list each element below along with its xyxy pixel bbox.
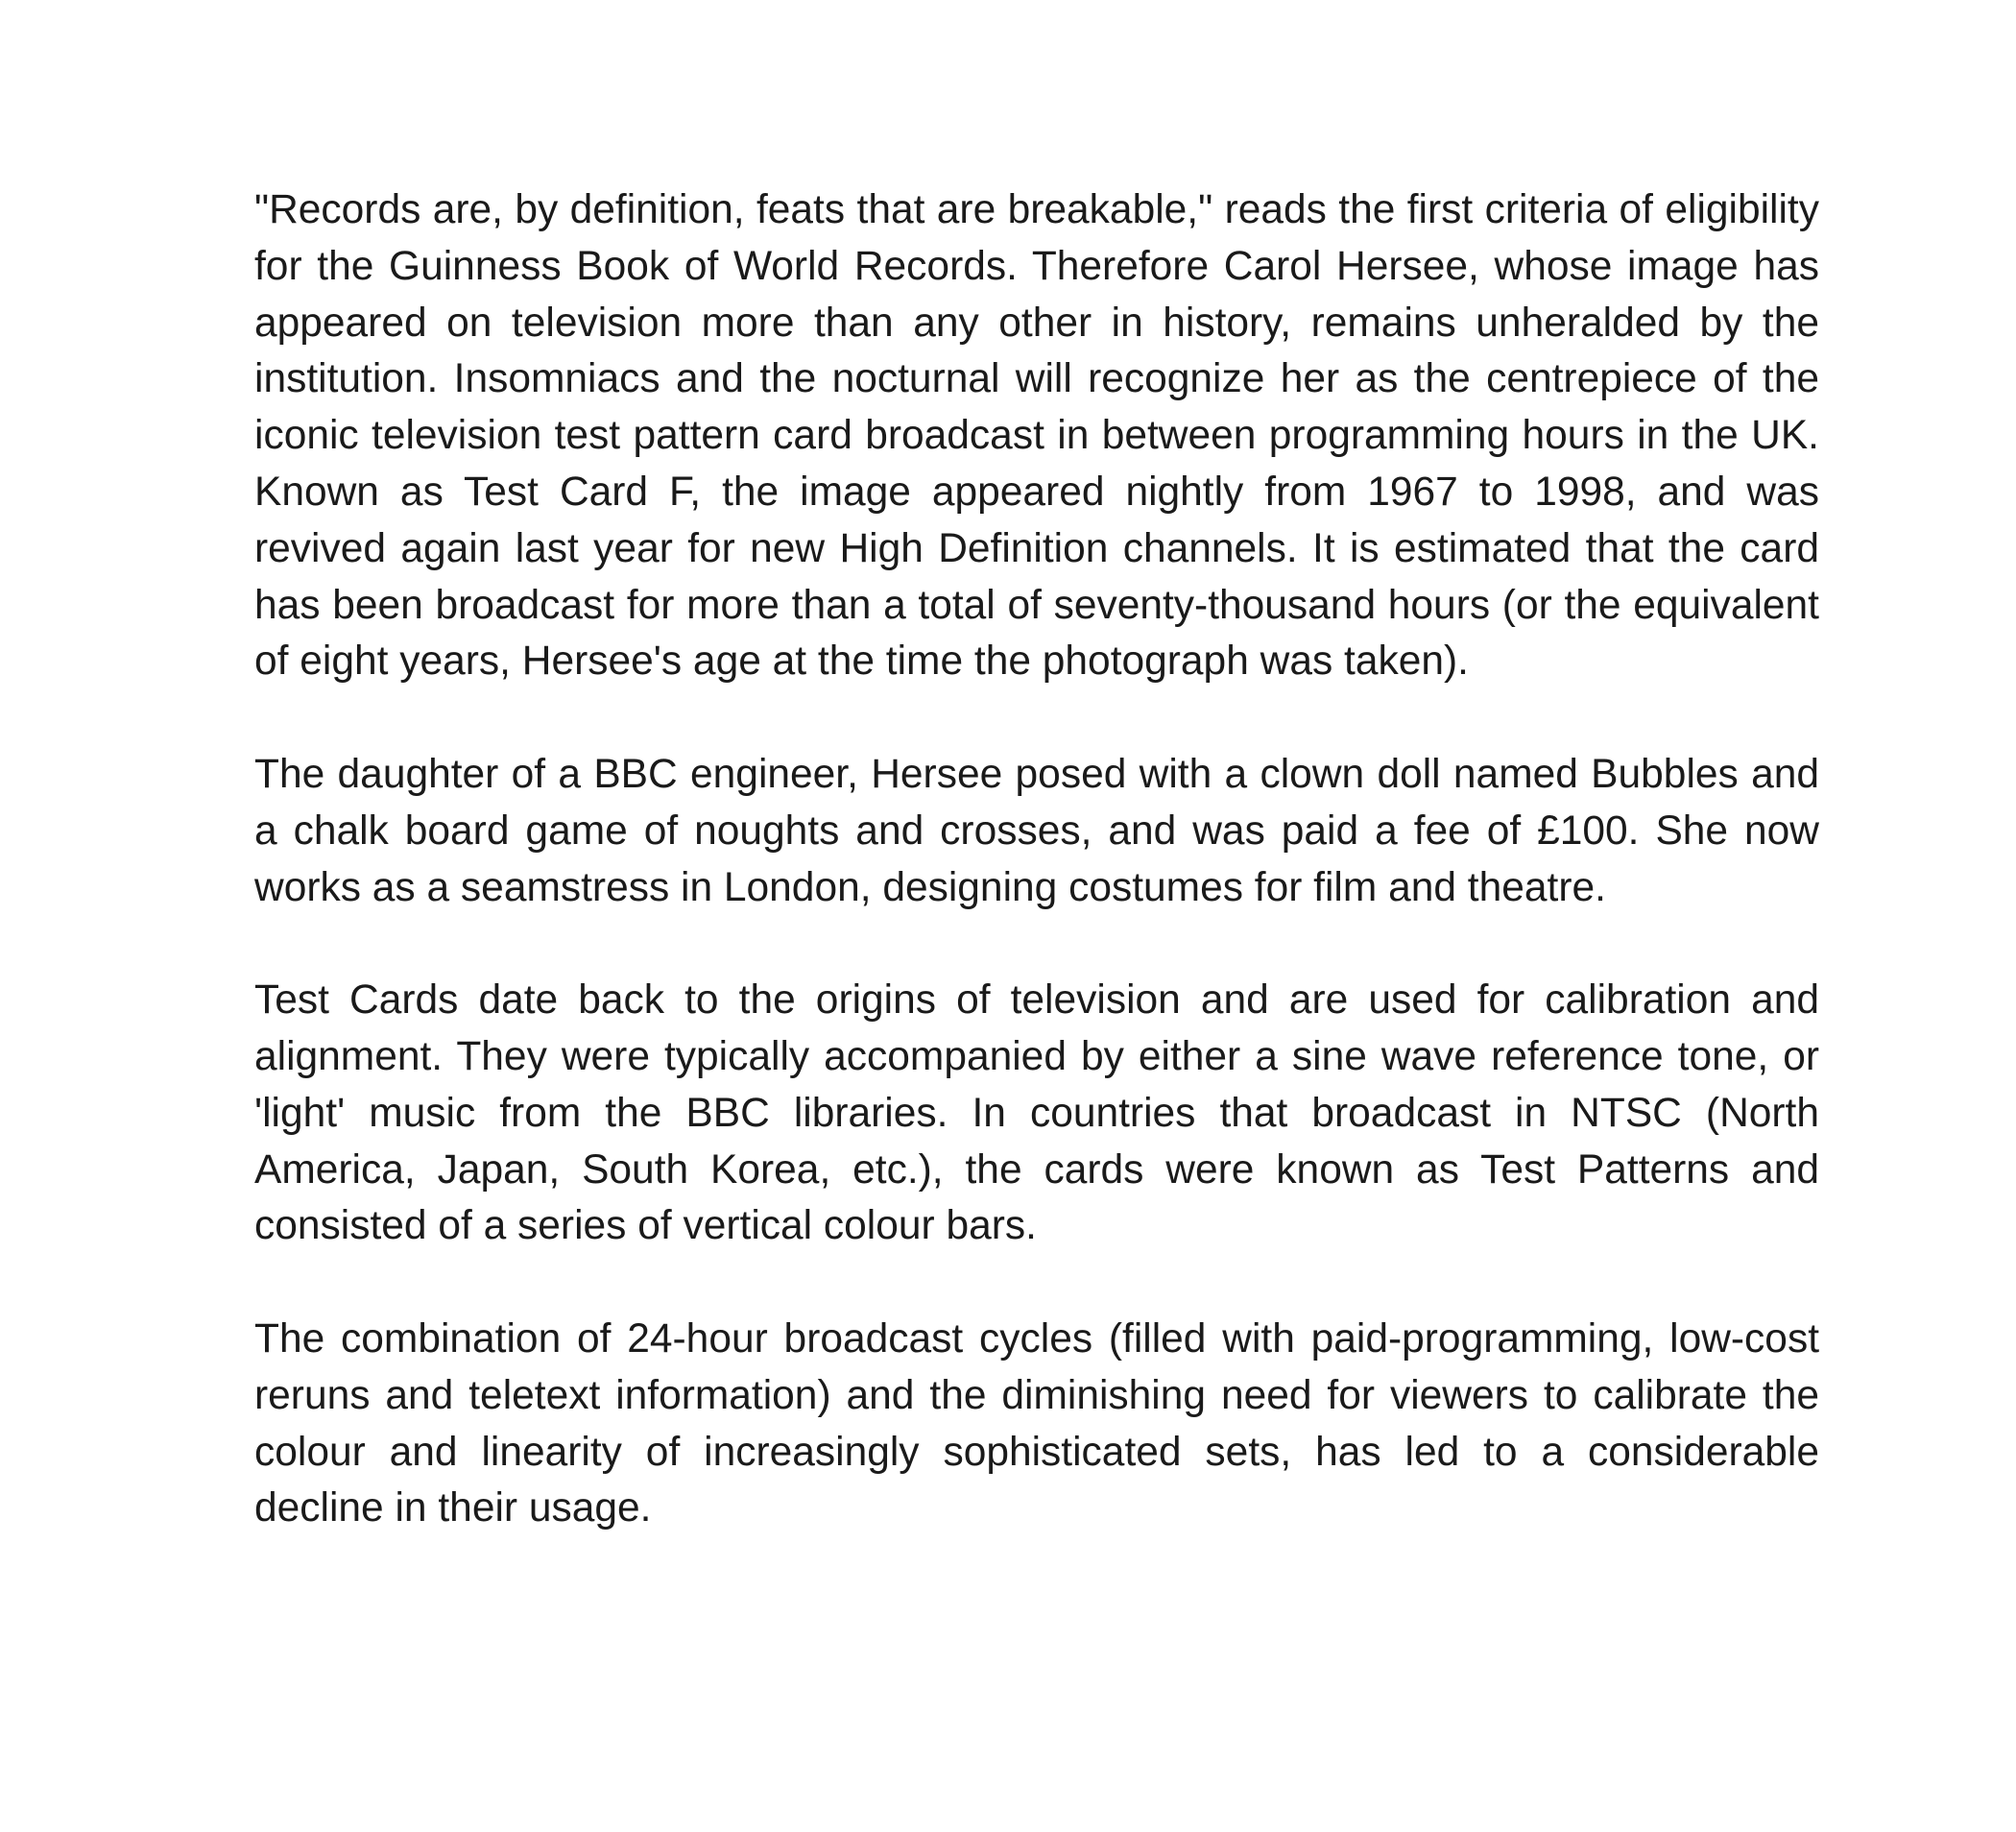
paragraph-test-cards-origins: Test Cards date back to the origins of television and are used for calibration and alignment. They were typically accompanied by either a sine wave reference tone, or 'light' music from the BBC libraries. In countries that broadcast in NTSC (North America, Japan, South Korea, etc.), the cards were known as Test Patterns and consisted of a series of vertical colour bars. (254, 977, 1819, 1249)
paragraph-guinness-records: "Records are, by definition, feats that are breakable," reads the first criteria of eligibility for the Guinness Book of World Records. Therefore Carol Hersee, whose image has appeared on television more than any other in history, remains unheralded by the institution. Insomniacs and the nocturnal will recognize her as the centrepiece of the iconic television test pattern card broadcast in between programming hours in the UK. Known as Test Card F, the image appeared nightly from 1967 to 1998, and was revived again last year for new High Definition channels. It is estimated that the card has been broadcast for more than a total of seventy-thousand hours (or the equivalent of eight years, Hersee's age at the time the photograph was taken). (254, 187, 1819, 685)
paragraph-bbc-engineer-daughter: The daughter of a BBC engineer, Hersee posed with a clown doll named Bubbles and a chalk board game of noughts and crosses, and was paid a fee of £100. She now works as a seamstress in London, designing costumes for film and theatre. (254, 751, 1819, 910)
paragraph-decline-in-usage: The combination of 24-hour broadcast cycles (filled with paid-programming, low-cost reruns and teletext information) and the diminishing need for viewers to calibrate the colour and linearity of increasingly sophisticated sets, has led to a considerable decline in their usage. (254, 1315, 1819, 1531)
article-body (254, 182, 1819, 1537)
